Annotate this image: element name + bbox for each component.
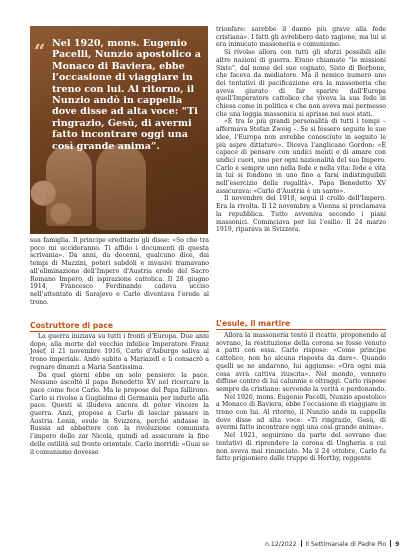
page-footer: [265, 540, 399, 548]
paragraph: Nel 1920, mons. Eugenio Pacelli, Nunzio apostolico a Monaco di Baviera, ebbe l’occasione di viaggiare in treno con lui. Al ritorno, il Nunzio andò in cappella dove disse ad alta voce: «Ti ringrazio, Gesù, di avermi fatto incontrare oggi una così grande anima».: [216, 393, 386, 432]
section-heading-exile: L’esule, il martire: [216, 319, 386, 330]
pull-quote-text: Nel 1920, mons. Eugenio Pacelli, Nunzio apostolico a Monaco di Baviera, ebbe l’occasione di viaggiare in treno con lui. Al ritorno, il Nunzio andò in cappella dove disse ad alta voce: “Ti ringrazio, Gesù, di avermi fatto incontrare oggi una così grande anima”.: [52, 38, 201, 152]
photo-figure-left: [46, 146, 92, 226]
magazine-name: Il Settimanale di Padre Pio: [305, 541, 387, 548]
left-column-bottom: [30, 333, 209, 456]
right-column-top: [216, 26, 386, 234]
paragraph: Da quel giorni ebbe un solo pensiero: la pace. Nessuno ascoltò il papa Benedetto XV nel ricercare la pace come fece Carlo. Ma le propose del Papa fallirono. Carlo si rivolse a Guglielmo di Germania per indurlo alla pace. Questi si illudeva ancora di poter vincere la guerra. Anzi, propose a Carlo di lasciar passare in Austria Lenin, esule in Svizzera, perché andasse in Russia ad abbattere con la rivoluzione comunista l’impero dello zar Nicola, quindi ad assicurare la fine delle ostilità sul fronte orientale. Carlo inorridì: «Guai se il comunismo dovesse: [30, 371, 209, 456]
paragraph: Si rivolse allora con tutti gli sforzi possibili alle altre nazioni di guerra. Erano chiamate “le missioni Sixte”, dal nome del suo cognato, Sisto di Borbone, che faceva da mediatore. Ma il nemico numero uno dei tentativi di pacificazione era la massoneria che aveva giurato di far sparire dall’Europa quell’Imperatore cattolico che viveva la sua fede in chiesa come in politica e che non aveva mai permesso che una loggia massonica si aprisse nei suoi stati.: [216, 49, 386, 118]
pull-quote: [34, 38, 202, 152]
quote-mark-icon: “: [34, 39, 46, 63]
footer-divider: [390, 540, 391, 547]
photo-figure-right: [96, 144, 146, 230]
paragraph: Nel 1921, seguirono da parte del sovrano due tentativi di riprendere la corona di Ungheria a cui non aveva mai rinunciato. Ma il 24 ottobre, Carlo fu fatto prigioniero dalle truppe di Horthy, reggente: [216, 432, 386, 463]
paragraph: La guerra iniziava su tutti i fronti d’Europa. Due anni dopo, alla morte del vecchio infelice Imperatore Franz Josef, il 21 novembre 1916, Carlo d’Asburgo saliva al trono imperiale. Andò subito a Mariazell e li consacrò a regnare dinanzi a Maria Santissima.: [30, 333, 209, 371]
left-column-top: [30, 237, 209, 306]
right-column-bottom: [216, 332, 386, 463]
footer-divider: [301, 540, 302, 547]
paragraph: Allora la massoneria tentò il ricatto, proponendo al sovrano, la restituzione della corona se fosse venuto a patti con essa. Carlo rispose: «Come principe cattolico, non ho alcuna risposta da dare». Quando quelli se ne andarono, lui aggiunse: «Ora ogni mia cosa avrà cattiva riuscita». Nel mondo, vennero diffuse contro di lui calunnie e oltraggi. Carlo rispose sempre da cristiano: servendo la verità e perdonando.: [216, 332, 386, 393]
page-number: 9: [395, 541, 400, 548]
paragraph: Il novembre del 1918, seguì il crollo dell’Impero. Era la rivolta. Il 12 novembre a Vienna si proclamava la repubblica. Tutto avveniva secondo i piani massonici. Cominciava per lui l’esilio. Il 24 marzo 1919, riparava in Svizzera.: [216, 195, 386, 234]
paragraph: sua famiglia. Il principe ereditario gli disse: «So che tra poco mi uccideranno. Ti affido i documenti di questa scrivania». Da anni, da decenni, qualcuno dice, dai tempi di Mazzini, poteri subdoli e invasivi tramavano all’eliminazione dell’Impero d’Austria erede del Sacro Romano Impero, di ispirazione cattolica. Il 28 giugno 1914, Francesco Ferdinando cadeva ucciso nell’attentato di Sarajevo e Carlo diventava l’erede al trono.: [30, 237, 209, 306]
issue-number: n.12/2022: [265, 541, 297, 548]
paragraph: «È tra le più grandi personalità di tutti i tempi – affermava Stefan Zweig –. Se si fossero seguite le sue idee, l’Europa non avrebbe conosciuto in seguito le più aspre dittature». Diceva l’anglicano Gordon: «È capace di pensare con undici menti e di amare con undici cuori, uno per ogni nazionalità del suo Impero. Carlo è sempre uno nella fede e nella vita: fede e vita in lui si fondono in uno fino a farsi indistinguibili nell’esercizio della regalità». Papa Benedetto XV assicurava: «Carlo d’Austria è un santo».: [216, 118, 386, 195]
paragraph: trionfare: sarebbe il danno più grave alla fede cristiana». I fatti gli avrebbero dato ragione, ma lui si era inimicato massoneria e comunismo.: [216, 26, 386, 49]
section-heading-peace: Costruttore di pace: [30, 321, 209, 332]
photo-with-pull-quote: [30, 26, 208, 234]
